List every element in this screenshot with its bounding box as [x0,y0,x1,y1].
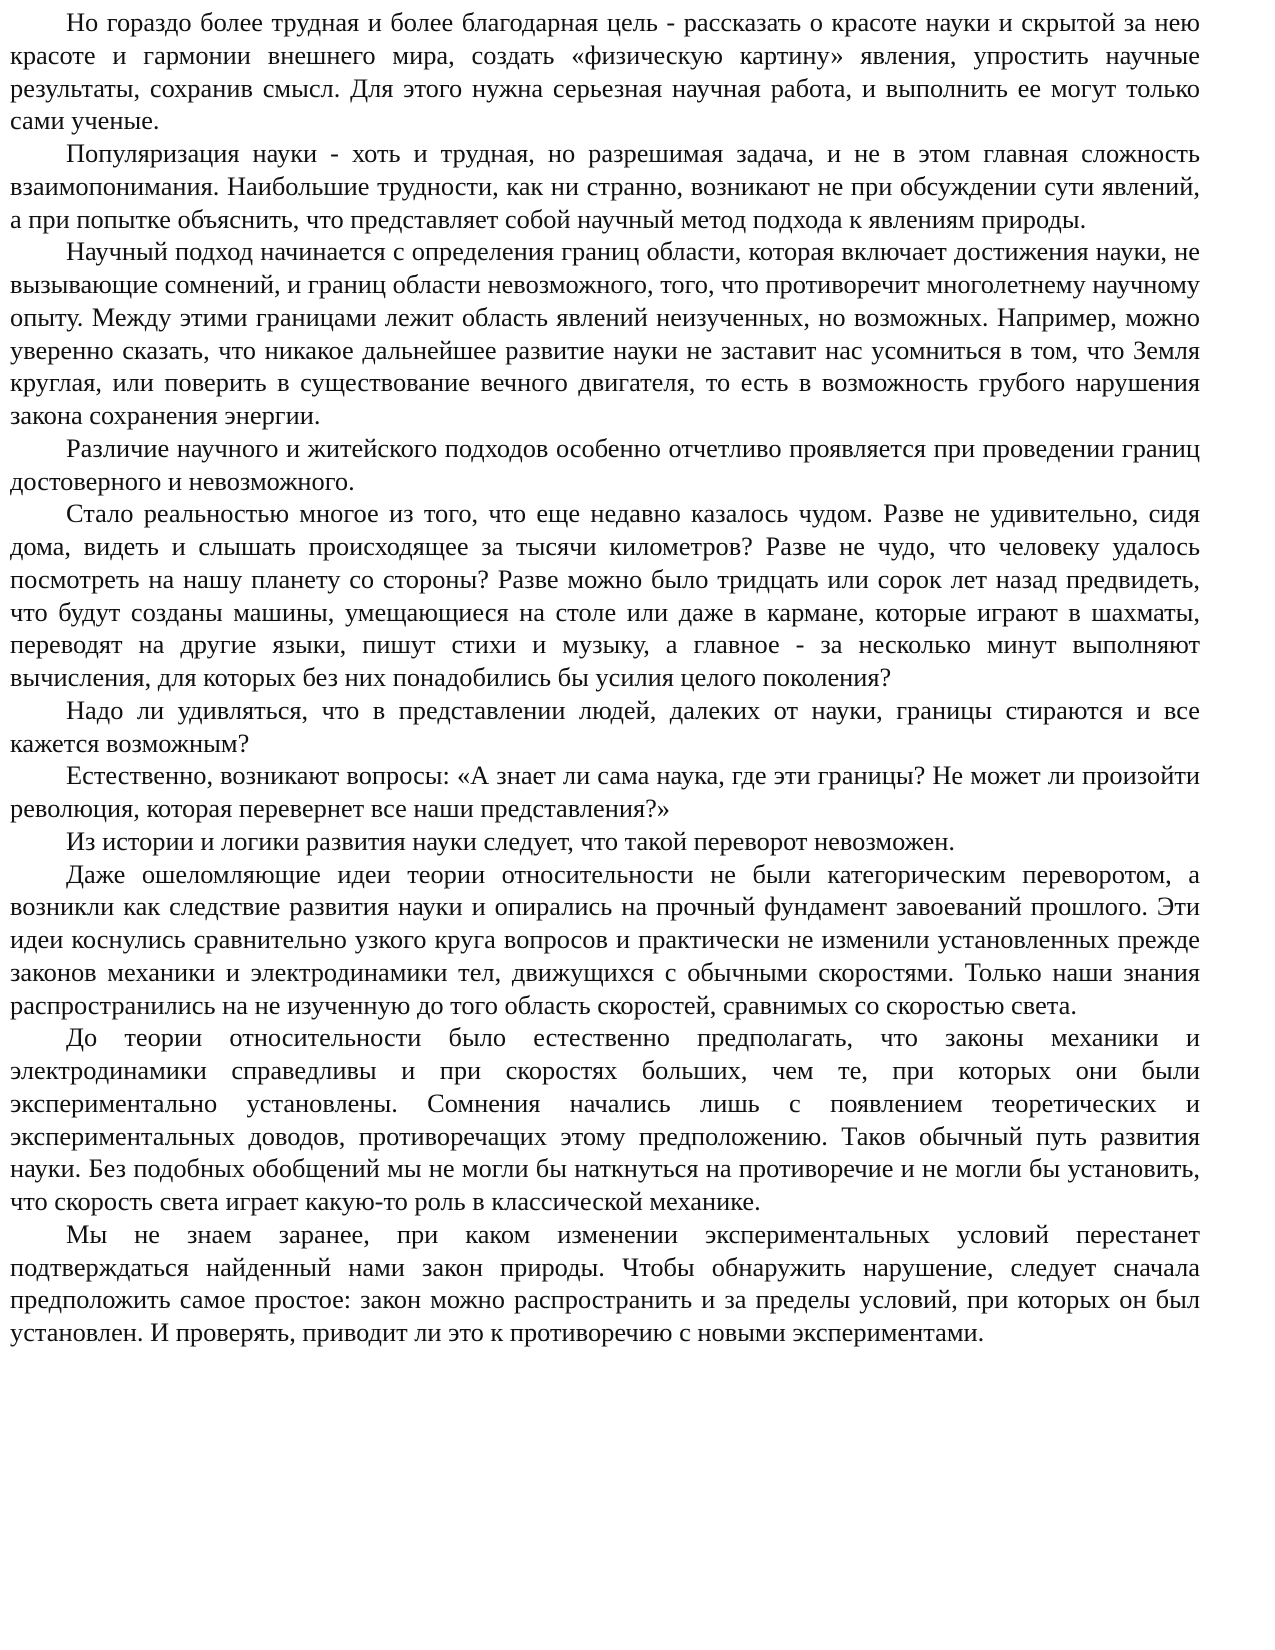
paragraph-10: До теории относительности было естественно предполагать, что законы механики и электродинамики справедливы и при скоростях больших, чем те, при которых они были экспериментально установлены. Сомнения начались лишь с появлением теоретических и экспериментальных доводов, противоречащих этому предположению. Таков обычный путь развития науки. Без подобных обобщений мы не могли бы наткнуться на противоречие и не могли бы установить, что скорость света играет какую-то роль в классической механике. [10,1022,1200,1216]
paragraph-4: Различие научного и житейского подходов особенно отчетливо проявляется при проведении границ достоверного и невозможного. [10,432,1200,496]
paragraph-9: Даже ошеломляющие идеи теории относительности не были категорическим переворотом, а возникли как следствие развития науки и опирались на прочный фундамент завоеваний прошлого. Эти идеи коснулись сравнительно узкого круга вопросов и практически не изменили установленных прежде законов механики и электродинамики тел, движущихся с обычными скоростями. Только наши знания распространились на не изученную до того область скоростей, сравнимых со скоростью света. [10,858,1200,1020]
document-page [10,6,1200,1349]
paragraph-11: Мы не знаем заранее, при каком изменении экспериментальных условий перестанет подтверждаться найденный нами закон природы. Чтобы обнаружить нарушение, следует сначала предположить самое простое: закон можно распространить и за пределы условий, при которых он был установлен. И проверять, приводит ли это к противоречию с новыми экспериментами. [10,1218,1200,1347]
paragraph-8: Из истории и логики развития науки следует, что такой переворот невозможен. [66,825,955,856]
paragraph-2: Популяризация науки - хоть и трудная, но разрешимая задача, и не в этом главная сложность взаимопонимания. Наибольшие трудности, как ни странно, возникают не при обсуждении сути явлений, а при попытке объяснить, что представляет собой научный метод подхода к явлениям природы. [10,138,1200,234]
paragraph-1: Но гораздо более трудная и более благодарная цель - рассказать о красоте науки и скрытой за нею красоте и гармонии внешнего мира, создать «физическую картину» явления, упростить научные результаты, сохранив смысл. Для этого нужна серьезная научная работа, и выполнить ее могут только сами ученые. [10,7,1200,136]
paragraph-3: Научный подход начинается с определения границ области, которая включает достижения науки, не вызывающие сомнений, и границ области невозможного, того, что противоречит многолетнему научному опыту. Между этими границами лежит область явлений неизученных, но возможных. Например, можно уверенно сказать, что никакое дальнейшее развитие науки не заставит нас усомниться в том, что Земля круглая, или поверить в существование вечного двигателя, то есть в возможность грубого нарушения закона сохранения энергии. [10,236,1200,430]
paragraph-7: Естественно, возникают вопросы: «А знает ли сама наука, где эти границы? Не может ли произойти революция, которая перевернет все наши представления?» [10,760,1200,823]
paragraph-5: Стало реальностью многое из того, что еще недавно казалось чудом. Разве не удивительно, сидя дома, видеть и слышать происходящее за тысячи километров? Разве не чудо, что человеку удалось посмотреть на нашу планету со стороны? Разве можно было тридцать или сорок лет назад предвидеть, что будут созданы машины, умещающиеся на столе или даже в кармане, которые играют в шахматы, переводят на другие языки, пишут стихи и музыку, а главное - за несколько минут выполняют вычисления, для которых без них понадобились бы усилия целого поколения? [10,498,1200,692]
paragraph-6: Надо ли удивляться, что в представлении людей, далеких от науки, границы стираются и все кажется возможным? [10,694,1200,758]
